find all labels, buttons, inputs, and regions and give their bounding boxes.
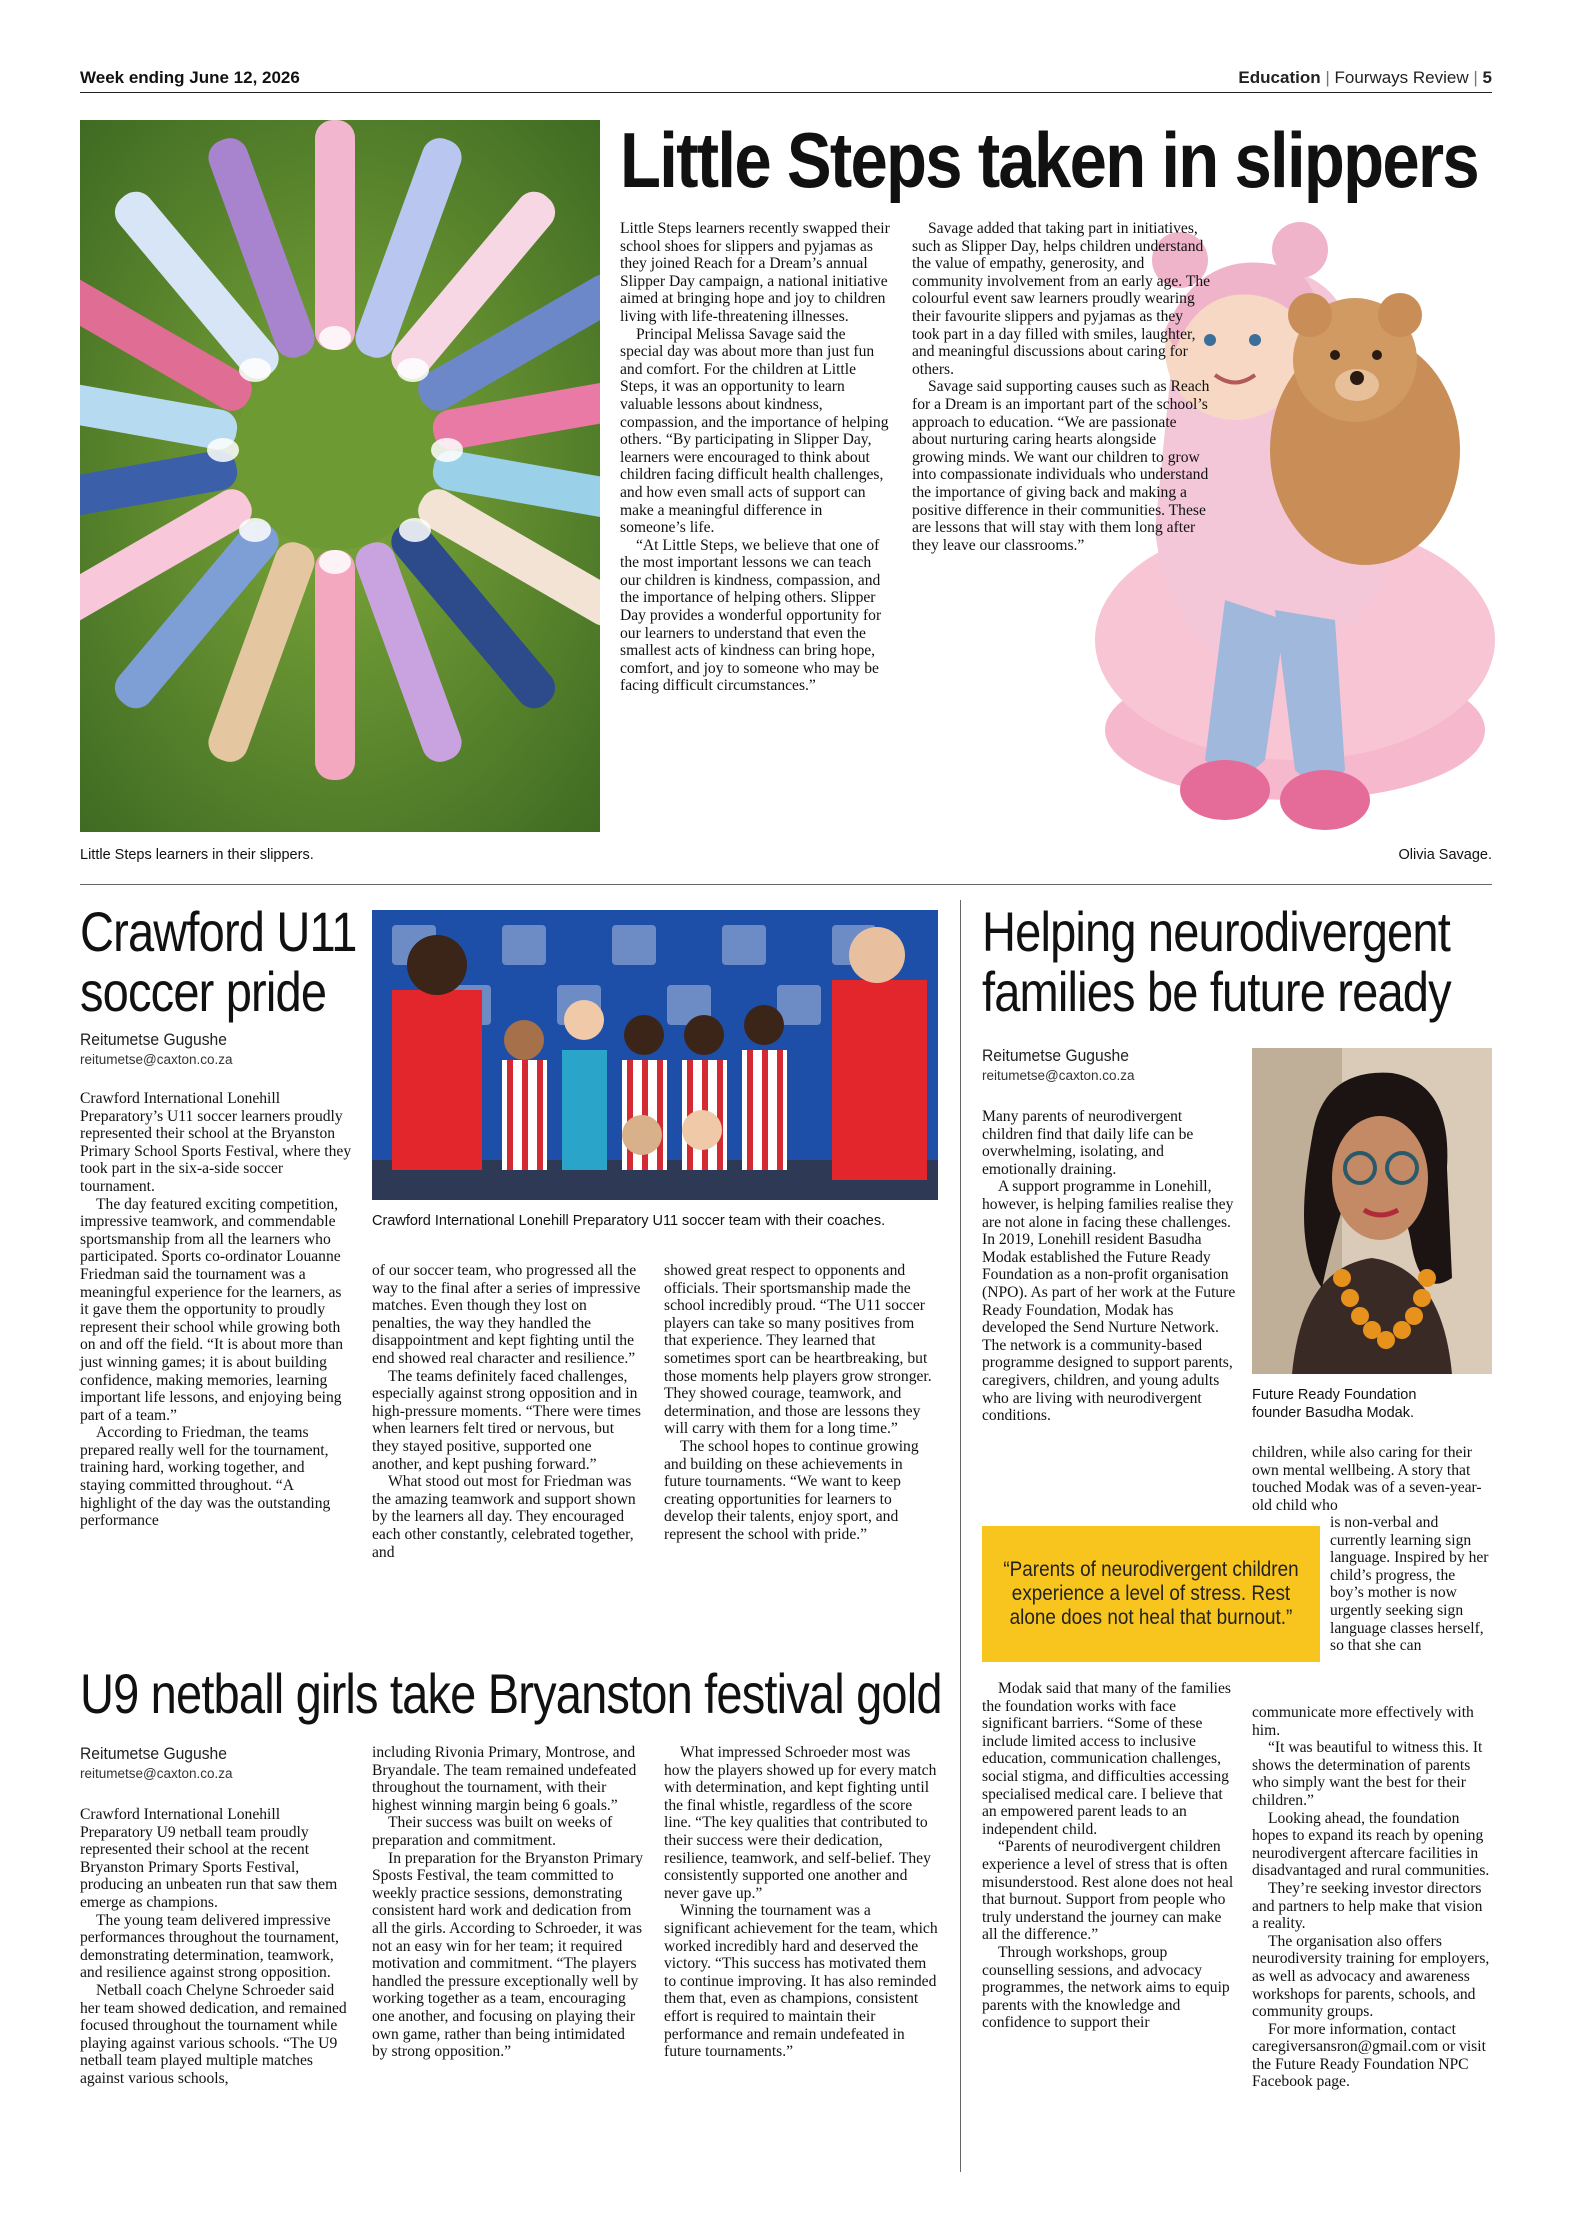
byline-name: Reitumetse Gugushe [80,1030,227,1049]
section-name: Education [1238,68,1321,87]
paragraph: Crawford International Lonehill Preparatory U9 netball team proudly represented their school at the recent Bryanston Primary Sports Festival, producing an unbeaten run that saw them emerge as champions. [80,1806,338,1911]
byline-name: Reitumetse Gugushe [982,1046,1129,1065]
paragraph: Principal Melissa Savage said the special day was about more than just fun and comfort. For the children at Little Steps, it was an opportunity to learn valuable lessons about kindness, compassion, and the importance of helping others. “By participating in Slipper Day, learners were encouraged to think about children facing difficult health challenges, and how even small acts of support can make a meaningful difference in someone’s life. [620,325,889,537]
paragraph: Their success was built on weeks of preparation and commitment. [372,1814,613,1849]
paragraph: A support programme in Lonehill, however, is helping families realise they are not alone in facing these challenges. In 2019, Lonehill resident Basudha Modak established the Future Ready Foundation as a non-profit organisation (NPO). As part of her work at the Future Ready Foundation, Modak has developed the Send Nurture Network. The network is a community-based programme designed to support parents, caregivers, children, and young adults who are living with neurodivergent conditions. [982,1178,1236,1425]
little-steps-headline: Little Steps taken in slippers [620,116,1478,204]
paragraph: Winning the tournament was a significant achievement for the team, which worked incredibly hard and deserved the victory. “This success has motivated them to continue improving. It has also reminded them that, even as champions, consistent effort is required to maintain their performance and remain undefeated in future tournaments.” [664,1902,938,2061]
pull-quote-text: “Parents of neurodivergent children experience a level of stress. Rest alone does not heal that burnout.” [1003,1558,1299,1629]
u9-netball-column-3 [664,1744,940,2061]
little-steps-column-2 [912,220,1212,554]
slippers-circle-photo [80,120,600,832]
paragraph: Modak said that many of the families the foundation works with face significant barriers. “Some of these include limited access to inclusive education, communication challenges, social stigma, and difficulties accessing specialised medical care. I believe that an empowered parent leads to an independent child. [982,1680,1231,1838]
headline-line: families be future ready [982,960,1451,1023]
paragraph: The organisation also offers neurodiversity training for employers, as well as advocacy and awareness workshops for parents, schools, and community groups. [1252,1932,1490,2021]
headline-line: Helping neurodivergent [982,900,1450,963]
paragraph: is non-verbal and currently learning sign language. Inspired by her child’s progress, the boy’s mother is now urgently seeking sign language classes herself, so that she can [1330,1514,1489,1655]
paragraph: Through workshops, group counselling sessions, and advocacy programmes, the network aims to equip parents with the knowledge and confidence to support their [982,1943,1230,2032]
soccer-photo-caption: Crawford International Lonehill Preparatory U11 soccer team with their coaches. [372,1213,886,1229]
paragraph: In preparation for the Bryanston Primary Sposts Festival, the team committed to weekly practice sessions, demonstrating consistent hard work and dedication from all the girls. According to Schroeder, it was not an easy win for her team; it required motivation and commitment. “The players handled the pressure exceptionally well by working together as a team, encouraging one another, and focusing on playing their own game, rather than being intimidated by strong opposition.” [372,1849,644,2061]
crawford-u11-headline [80,902,357,1022]
neurodivergent-column-1 [982,1108,1237,1425]
crawford-u11-column-1 [80,1090,352,1530]
paragraph: Savage said supporting causes such as Reach for a Dream is an important part of the school’s approach to education. “We are passionate about nurturing caring hearts alongside growing minds. We want our children to grow into compassionate individuals who understand the importance of giving back and making a positive difference in their communities. These are lessons that will stay with them long after they leave our classrooms.” [912,378,1210,554]
paragraph: “At Little Steps, we believe that one of the most important lessons we can teach our children is kindness, compassion, and the importance of helping others. Slipper Day provides a wonderful opportunity for our learners to understand that even the smallest acts of kindness can bring hope, comfort, and joy to someone who may be facing difficult circumstances.” [620,536,882,695]
paragraph: According to Friedman, the teams prepared really well for the tournament, training hard, working together, and staying committed throughout. “A highlight of the day was the outstanding performance [80,1424,331,1530]
paragraph: The young team delivered impressive performances throughout the tournament, demonstrating determination, teamwork, and resilience against strong opposition. [80,1911,339,1982]
u9-netball-headline: U9 netball girls take Bryanston festival gold [80,1662,942,1725]
u9-netball-byline [80,1744,240,1781]
paragraph: The school hopes to continue growing and building on these achievements in future tournaments. “We want to keep creating opportunities for learners to develop their talents, enjoy sport, and represent the school with pride.” [664,1437,919,1543]
paragraph: The teams definitely faced challenges, especially against strong opposition and in high-pressure moments. “There were times when learners felt tired or nervous, but they stayed positive, supported one another, and kept pushing forward.” [372,1367,641,1473]
section-rule [80,884,1492,885]
issue-date: Week ending June 12, 2026 [80,68,300,87]
paragraph: Netball coach Chelyne Schroeder said her team showed dedication, and remained focused throughout the tournament while playing against various schools. “The U9 netball team played multiple matches against various schools, [80,1981,347,2087]
paragraph: including Rivonia Primary, Montrose, and Bryandale. The team remained undefeated throughout the tournament, with their highest winning margin being 6 goals.” [372,1744,637,1814]
olivia-photo-caption: Olivia Savage. [1398,847,1492,863]
byline-email: reitumetse@caxton.co.za [982,1068,1135,1083]
neurodivergent-byline [982,1046,1142,1083]
paragraph: Savage added that taking part in initiatives, such as Slipper Day, helps children understand the value of empathy, generosity, and community involvement from an early age. The colourful event saw learners proudly wearing their favourite slippers and pyjamas as they took part in a day filled with smiles, laughter, and meaningful discussions about caring for others. [912,220,1211,378]
slippers-photo-caption: Little Steps learners in their slippers. [80,847,314,863]
u9-netball-column-1 [80,1806,352,2088]
u9-netball-column-2 [372,1744,644,2061]
paragraph: What impressed Schroeder most was how the players showed up for every match with determination, and kept fighting until the final whistle, regardless of the score line. “The key qualities that contributed to their success were their dedication, resilience, teamwork, and self-belief. They consistently supported one another and never gave up.” [664,1744,937,1902]
neurodivergent-headline [982,902,1451,1022]
column-divider [960,900,961,2172]
crawford-u11-byline [80,1030,240,1067]
neurodivergent-column-2-bottom [1252,1704,1492,2091]
headline-line: soccer pride [80,960,327,1023]
neurodivergent-column-2-wrap [1330,1514,1492,1655]
byline-email: reitumetse@caxton.co.za [80,1052,233,1067]
crawford-u11-column-2 [372,1262,644,1561]
modak-photo-illustration [1252,1048,1492,1374]
soccer-photo-illustration [372,910,938,1200]
paragraph: Many parents of neurodivergent children find that daily life can be overwhelming, isolating, and emotionally draining. [982,1108,1194,1178]
paragraph: “Parents of neurodivergent children experience a level of stress that is often misunderstood. Rest alone does not heal that burnout. Support from people who truly understand the journey can make all the difference.” [982,1838,1234,1944]
paragraph: children, while also caring for their own mental wellbeing. A story that touched Modak was of a seven-year-old child who [1252,1444,1482,1514]
soccer-team-photo [372,910,938,1200]
paragraph: Crawford International Lonehill Preparatory’s U11 soccer learners proudly represented their school at the Bryanston Primary School Sports Festival, where they took part in the six-a-side soccer tournament. [80,1090,352,1195]
little-steps-column-1 [620,220,892,695]
slippers-photo-illustration [80,120,600,832]
byline-email: reitumetse@caxton.co.za [80,1766,233,1781]
folio-separator: | [1325,68,1330,87]
modak-photo-caption: Future Ready Foundation founder Basudha Modak. [1252,1387,1417,1421]
paragraph: “It was beautiful to witness this. It shows the determination of parents who simply want the best for their children.” [1252,1739,1483,1809]
crawford-u11-column-3 [664,1262,940,1544]
paragraph: Little Steps learners recently swapped their school shoes for slippers and pyjamas as they joined Reach for a Dream’s annual Slipper Day campaign, a national initiative aimed at bringing hope and joy to children living with life-threatening illnesses. [620,220,890,325]
paragraph: For more information, contact caregiversansron@gmail.com or visit the Future Ready Foundation NPC Facebook page. [1252,2020,1486,2091]
headline-line: Crawford U11 [80,900,357,963]
paragraph: of our soccer team, who progressed all the way to the final after a series of impressive matches. Even though they lost on penalties, the way they handled the disappointment and kept fighting until the end showed real character and resilience.” [372,1262,641,1367]
publication-name: Fourways Review [1334,68,1469,87]
paragraph: showed great respect to opponents and officials. Their sportsmanship made the school incredibly proud. “The U11 soccer players can take so many positives from that experience. They learned that sometimes sport can be heartbreaking, but those moments help players grow stronger. They showed courage, teamwork, and determination, and those are lessons they will carry with them for a long time.” [664,1262,932,1438]
paragraph: Looking ahead, the foundation hopes to expand its reach by opening neurodivergent aftercare facilities in disadvantaged and rural communities. [1252,1809,1490,1880]
basudha-modak-photo [1252,1048,1492,1374]
neurodivergent-column-1-bottom [982,1680,1237,2032]
neurodivergent-column-2-top [1252,1444,1492,1514]
paragraph: The day featured exciting competition, impressive teamwork, and commendable sportsmanship from all the learners who participated. Sports co-ordinator Louanne Friedman said the tournament was a meaningful experience for the learners, as it gave them the opportunity to proudly represent their school while growing both on and off the field. “It is about more than just winning games; it is about building confidence, making memories, learning important life lessons, and enjoying being part of a team.” [80,1195,343,1424]
paragraph: They’re seeking investor directors and partners to help make that vision a reality. [1252,1879,1483,1933]
byline-name: Reitumetse Gugushe [80,1744,227,1763]
paragraph: communicate more effectively with him. [1252,1704,1474,1739]
paragraph: What stood out most for Friedman was the amazing teamwork and support shown by the learners all day. They encouraged each other constantly, celebrated together, and [372,1473,636,1561]
folio-separator: | [1473,68,1478,87]
page-number: 5 [1482,68,1492,87]
page-folio [1238,68,1492,88]
header-rule [80,92,1492,93]
pull-quote [982,1526,1320,1662]
